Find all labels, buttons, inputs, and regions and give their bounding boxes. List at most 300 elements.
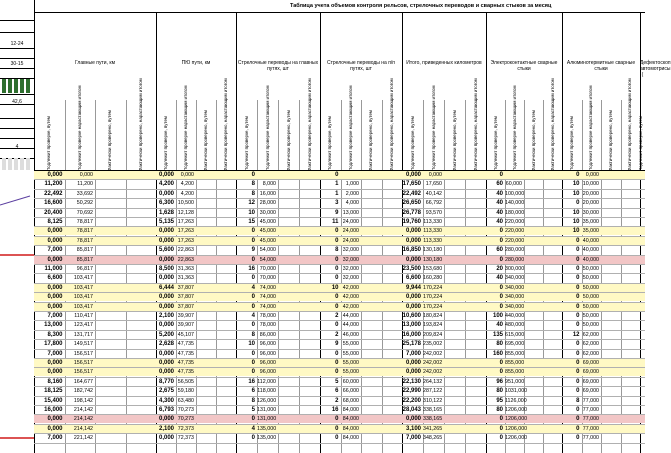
table-cell[interactable]: 60 [496, 181, 503, 188]
table-cell[interactable] [641, 303, 643, 311]
table-cell[interactable]: 96,817 [76, 266, 93, 272]
table-cell[interactable]: 40,142 [425, 190, 442, 197]
table-cell[interactable] [524, 265, 543, 273]
table-cell[interactable]: 123,417 [73, 322, 93, 329]
table-cell[interactable] [196, 415, 216, 423]
table-cell[interactable] [621, 368, 641, 376]
table-cell[interactable]: 280,000 [505, 247, 525, 254]
table-cell[interactable] [216, 227, 236, 235]
table-cell[interactable]: 11 [332, 219, 339, 225]
table-cell[interactable]: 0 [576, 172, 580, 178]
table-cell[interactable]: 86,000 [259, 331, 276, 338]
table-cell[interactable] [216, 180, 236, 188]
table-cell[interactable] [621, 265, 641, 273]
table-cell[interactable]: 96,000 [259, 360, 276, 366]
table-row[interactable] [34, 237, 645, 245]
table-cell[interactable] [382, 246, 403, 254]
table-cell[interactable] [299, 425, 320, 433]
table-cell[interactable] [601, 284, 621, 292]
table-cell[interactable] [621, 321, 641, 329]
table-cell[interactable]: 855,000 [505, 369, 525, 376]
table-cell[interactable]: 2 [335, 397, 339, 404]
table-cell[interactable]: 0,000 [47, 228, 63, 235]
table-cell[interactable]: 0 [499, 294, 503, 301]
table-cell[interactable] [126, 284, 157, 292]
table-cell[interactable] [299, 397, 320, 405]
table-cell[interactable] [524, 340, 543, 348]
table-cell[interactable] [361, 331, 382, 339]
table-cell[interactable]: 855,000 [505, 350, 525, 357]
table-row[interactable] [34, 227, 645, 235]
table-cell[interactable] [126, 199, 157, 207]
table-cell[interactable] [601, 218, 621, 226]
table-cell[interactable] [382, 368, 403, 376]
table-cell[interactable] [382, 415, 403, 423]
table-cell[interactable] [126, 218, 157, 226]
table-cell[interactable]: 47,735 [177, 350, 194, 357]
table-cell[interactable] [444, 199, 465, 207]
table-cell[interactable] [299, 274, 320, 282]
table-cell[interactable] [641, 199, 643, 207]
table-cell[interactable] [641, 274, 643, 282]
table-cell[interactable] [465, 171, 486, 179]
table-row[interactable] [34, 303, 645, 311]
table-cell[interactable]: 44,000 [342, 322, 359, 329]
table-cell[interactable]: 8,770 [158, 378, 174, 385]
table-cell[interactable] [278, 350, 299, 358]
table-cell[interactable] [543, 378, 562, 386]
table-cell[interactable] [126, 171, 157, 179]
table-cell[interactable] [465, 199, 486, 207]
table-cell[interactable] [299, 227, 320, 235]
table-cell[interactable] [126, 350, 157, 358]
table-cell[interactable] [95, 246, 126, 254]
table-cell[interactable] [641, 180, 643, 188]
table-cell[interactable] [444, 218, 465, 226]
table-cell[interactable] [621, 378, 641, 386]
table-cell[interactable] [95, 321, 126, 329]
table-cell[interactable]: 112,000 [257, 378, 276, 385]
table-cell[interactable] [361, 284, 382, 292]
table-cell[interactable] [278, 387, 299, 395]
table-cell[interactable] [444, 190, 465, 198]
table-cell[interactable]: 100,000 [505, 190, 525, 197]
table-cell[interactable]: 0 [499, 172, 503, 178]
table-cell[interactable]: 11,000 [44, 266, 63, 272]
table-cell[interactable] [361, 359, 382, 367]
table-cell[interactable] [444, 237, 465, 245]
table-cell[interactable]: 0,000 [47, 425, 63, 432]
table-cell[interactable] [382, 359, 403, 367]
table-cell[interactable]: 40,000 [582, 247, 599, 254]
table-cell[interactable]: 0 [251, 303, 255, 310]
table-cell[interactable]: 10 [572, 228, 580, 235]
table-cell[interactable] [382, 425, 403, 433]
table-cell[interactable] [382, 227, 403, 235]
table-cell[interactable]: 24,000 [342, 219, 359, 225]
table-cell[interactable] [444, 293, 465, 301]
table-row[interactable] [34, 180, 645, 188]
table-cell[interactable] [278, 180, 299, 188]
table-cell[interactable] [299, 246, 320, 254]
table-cell[interactable]: 103,417 [73, 294, 93, 301]
table-cell[interactable] [216, 199, 236, 207]
table-cell[interactable] [621, 331, 641, 339]
table-cell[interactable]: 0 [576, 294, 580, 301]
table-cell[interactable]: 84,000 [342, 407, 359, 413]
table-cell[interactable] [444, 406, 465, 414]
table-cell[interactable] [524, 434, 543, 442]
table-cell[interactable] [361, 415, 382, 423]
table-cell[interactable] [126, 303, 157, 311]
table-cell[interactable]: 50,000 [582, 313, 599, 319]
table-cell[interactable] [216, 331, 236, 339]
table-cell[interactable] [543, 425, 562, 433]
table-cell[interactable] [524, 171, 543, 179]
table-cell[interactable] [299, 415, 320, 423]
table-cell[interactable]: 5,135 [158, 219, 174, 225]
table-cell[interactable]: 0 [335, 256, 339, 263]
table-cell[interactable]: 22,990 [402, 388, 421, 395]
table-cell[interactable] [524, 293, 543, 301]
table-cell[interactable] [601, 237, 621, 245]
table-row[interactable] [34, 434, 645, 442]
table-cell[interactable]: 2 [335, 331, 339, 338]
table-cell[interactable] [382, 312, 403, 320]
table-cell[interactable]: 113,330 [423, 237, 442, 244]
table-cell[interactable] [95, 190, 126, 198]
table-cell[interactable]: 2,100 [158, 313, 174, 319]
table-cell[interactable] [524, 397, 543, 405]
table-cell[interactable] [621, 199, 641, 207]
table-cell[interactable] [524, 180, 543, 188]
table-cell[interactable]: 8 [335, 247, 339, 254]
table-cell[interactable] [196, 256, 216, 264]
table-cell[interactable]: 209,824 [423, 331, 443, 338]
table-cell[interactable]: 287,122 [423, 388, 443, 395]
table-cell[interactable] [621, 397, 641, 405]
table-cell[interactable] [543, 359, 562, 367]
table-cell[interactable]: 50,000 [582, 303, 599, 310]
table-cell[interactable]: 0,000 [180, 172, 194, 178]
table-cell[interactable]: 149,517 [73, 341, 93, 348]
table-cell[interactable] [543, 312, 562, 320]
table-cell[interactable] [524, 312, 543, 320]
table-cell[interactable] [299, 284, 320, 292]
table-cell[interactable]: 8,500 [158, 266, 174, 272]
table-cell[interactable] [444, 350, 465, 358]
table-cell[interactable] [601, 293, 621, 301]
table-cell[interactable] [216, 350, 236, 358]
table-cell[interactable] [361, 350, 382, 358]
table-cell[interactable]: 62,000 [582, 341, 599, 348]
table-cell[interactable]: 0,000 [47, 256, 63, 263]
table-cell[interactable]: 242,002 [423, 360, 443, 366]
table-cell[interactable]: 70,000 [259, 266, 276, 272]
table-cell[interactable]: 0 [335, 369, 339, 376]
table-cell[interactable]: 22,492 [44, 190, 63, 197]
table-cell[interactable] [126, 415, 157, 423]
table-cell[interactable] [95, 415, 126, 423]
table-cell[interactable] [444, 331, 465, 339]
table-cell[interactable]: 16,000 [259, 190, 276, 197]
table-cell[interactable] [444, 209, 465, 217]
table-cell[interactable] [543, 406, 562, 414]
table-cell[interactable] [299, 293, 320, 301]
table-cell[interactable]: 340,000 [505, 294, 525, 301]
table-cell[interactable]: 22,200 [402, 397, 421, 404]
table-cell[interactable]: 4,300 [158, 397, 174, 404]
table-cell[interactable]: 74,000 [259, 303, 276, 310]
table-cell[interactable]: 0 [576, 378, 580, 385]
table-cell[interactable] [382, 340, 403, 348]
table-cell[interactable] [382, 180, 403, 188]
table-cell[interactable]: 1206,000 [505, 425, 528, 432]
table-cell[interactable]: 46,000 [342, 331, 359, 338]
table-cell[interactable] [444, 415, 465, 423]
table-cell[interactable]: 28,043 [402, 407, 421, 413]
table-cell[interactable] [216, 340, 236, 348]
table-cell[interactable]: 0 [251, 435, 255, 442]
table-cell[interactable]: 1031,000 [505, 388, 528, 395]
table-cell[interactable]: 4,200 [180, 181, 194, 188]
table-cell[interactable] [299, 359, 320, 367]
table-cell[interactable]: 12,128 [177, 209, 194, 216]
table-cell[interactable]: 37,807 [177, 294, 194, 301]
table-cell[interactable]: 0 [576, 369, 580, 376]
table-cell[interactable] [95, 340, 126, 348]
table-cell[interactable] [382, 406, 403, 414]
table-cell[interactable] [361, 312, 382, 320]
table-cell[interactable] [126, 425, 157, 433]
table-cell[interactable] [341, 171, 362, 179]
table-cell[interactable] [382, 171, 403, 179]
table-cell[interactable] [126, 321, 157, 329]
table-cell[interactable] [543, 274, 562, 282]
table-cell[interactable]: 180,824 [423, 313, 443, 319]
table-cell[interactable]: 6 [251, 388, 255, 395]
table-cell[interactable] [621, 425, 641, 433]
table-cell[interactable] [543, 387, 562, 395]
table-cell[interactable]: 55,000 [342, 350, 359, 357]
table-cell[interactable]: 0,000 [158, 360, 174, 366]
table-cell[interactable]: 8,125 [47, 219, 63, 225]
table-cell[interactable] [361, 265, 382, 273]
table-cell[interactable]: 8 [251, 181, 255, 188]
table-cell[interactable] [621, 227, 641, 235]
table-cell[interactable]: 85,817 [76, 256, 93, 263]
table-cell[interactable] [543, 293, 562, 301]
table-cell[interactable]: 6,444 [158, 284, 174, 291]
table-row[interactable] [34, 274, 645, 282]
table-cell[interactable] [196, 284, 216, 292]
table-cell[interactable]: 0 [499, 256, 503, 263]
table-row[interactable] [34, 199, 645, 207]
table-cell[interactable] [601, 397, 621, 405]
table-cell[interactable] [196, 265, 216, 273]
table-cell[interactable]: 135 [492, 331, 503, 338]
table-cell[interactable] [126, 397, 157, 405]
table-cell[interactable]: 33,692 [76, 190, 93, 197]
table-cell[interactable]: 4 [251, 425, 255, 432]
table-cell[interactable] [543, 180, 562, 188]
table-cell[interactable] [601, 265, 621, 273]
table-cell[interactable]: 7,000 [405, 350, 421, 357]
table-cell[interactable] [278, 303, 299, 311]
table-cell[interactable] [382, 274, 403, 282]
table-cell[interactable]: 50,000 [582, 275, 599, 282]
table-cell[interactable] [126, 434, 157, 442]
table-cell[interactable]: 95 [496, 397, 503, 404]
table-cell[interactable] [444, 227, 465, 235]
table-cell[interactable] [126, 387, 157, 395]
table-cell[interactable] [524, 246, 543, 254]
table-cell[interactable] [444, 359, 465, 367]
table-cell[interactable]: 6,793 [158, 407, 174, 413]
table-cell[interactable]: 8,160 [47, 378, 63, 385]
table-cell[interactable]: 135,000 [257, 435, 277, 442]
table-cell[interactable] [621, 180, 641, 188]
table-cell[interactable]: 15,400 [44, 397, 63, 404]
table-cell[interactable]: 32,000 [342, 275, 359, 282]
table-row[interactable] [34, 368, 645, 376]
table-cell[interactable] [95, 303, 126, 311]
table-cell[interactable] [543, 397, 562, 405]
table-row[interactable] [34, 256, 645, 264]
table-cell[interactable]: 340,000 [505, 275, 525, 282]
table-cell[interactable] [524, 274, 543, 282]
table-cell[interactable]: 170,224 [423, 303, 443, 310]
table-cell[interactable] [601, 190, 621, 198]
table-cell[interactable]: 96,000 [259, 350, 276, 357]
table-cell[interactable]: 1,628 [158, 209, 174, 216]
table-cell[interactable] [216, 209, 236, 217]
table-cell[interactable] [601, 171, 621, 179]
table-cell[interactable]: 0 [251, 350, 255, 357]
table-cell[interactable]: 16 [248, 266, 255, 272]
table-cell[interactable] [126, 293, 157, 301]
table-cell[interactable] [524, 415, 543, 423]
table-cell[interactable] [299, 331, 320, 339]
table-cell[interactable]: 0 [576, 247, 580, 254]
table-cell[interactable] [216, 397, 236, 405]
table-cell[interactable] [524, 190, 543, 198]
table-cell[interactable]: 10,600 [402, 313, 421, 319]
table-cell[interactable]: 1 [335, 190, 339, 197]
table-cell[interactable]: 24,000 [342, 228, 359, 235]
table-cell[interactable] [299, 378, 320, 386]
table-cell[interactable] [505, 171, 524, 179]
table-cell[interactable] [278, 256, 299, 264]
table-cell[interactable]: 0 [576, 360, 580, 366]
table-cell[interactable]: 70,000 [259, 275, 276, 282]
table-cell[interactable]: 60,000 [342, 378, 359, 385]
table-cell[interactable]: 1206,000 [505, 407, 528, 413]
table-cell[interactable] [216, 434, 236, 442]
table-cell[interactable] [524, 284, 543, 292]
table-cell[interactable]: 130,180 [423, 256, 443, 263]
table-cell[interactable]: 0 [335, 425, 339, 432]
table-cell[interactable] [641, 397, 643, 405]
table-cell[interactable] [465, 303, 486, 311]
table-cell[interactable]: 0 [335, 360, 339, 366]
table-cell[interactable]: 74,000 [259, 284, 276, 291]
table-cell[interactable] [465, 406, 486, 414]
table-cell[interactable]: 70,273 [177, 407, 194, 413]
table-cell[interactable]: 3 [335, 200, 339, 207]
table-cell[interactable]: 220,000 [505, 237, 525, 244]
table-cell[interactable] [126, 340, 157, 348]
table-cell[interactable] [524, 368, 543, 376]
table-cell[interactable]: 22,130 [402, 378, 421, 385]
table-cell[interactable]: 54,000 [259, 256, 276, 263]
table-cell[interactable]: 11,200 [77, 181, 93, 188]
table-cell[interactable] [524, 303, 543, 311]
table-cell[interactable]: 1206,000 [505, 416, 528, 423]
table-cell[interactable] [196, 199, 216, 207]
table-cell[interactable]: 2,100 [158, 425, 174, 432]
table-cell[interactable] [641, 406, 643, 414]
table-cell[interactable]: 0,000 [405, 416, 421, 423]
table-cell[interactable] [299, 406, 320, 414]
table-cell[interactable] [95, 368, 126, 376]
table-cell[interactable] [278, 397, 299, 405]
table-cell[interactable] [641, 425, 643, 433]
table-cell[interactable]: 26,778 [402, 209, 421, 216]
table-cell[interactable]: 4 [251, 284, 255, 291]
table-cell[interactable]: 0 [576, 435, 580, 442]
table-cell[interactable] [361, 180, 382, 188]
table-cell[interactable] [361, 227, 382, 235]
table-cell[interactable]: 40 [496, 275, 503, 282]
table-row[interactable] [34, 415, 645, 423]
table-cell[interactable] [641, 256, 643, 264]
table-cell[interactable]: 70,273 [177, 416, 194, 423]
table-cell[interactable]: 31,363 [177, 275, 194, 282]
table-cell[interactable]: 235,002 [423, 341, 443, 348]
table-cell[interactable] [543, 246, 562, 254]
table-cell[interactable] [543, 340, 562, 348]
table-cell[interactable] [444, 171, 465, 179]
table-cell[interactable]: 131,717 [73, 331, 93, 338]
table-cell[interactable] [361, 218, 382, 226]
table-cell[interactable] [196, 340, 216, 348]
table-cell[interactable] [361, 199, 382, 207]
table-cell[interactable] [543, 331, 562, 339]
table-row[interactable] [34, 218, 645, 226]
table-cell[interactable] [95, 265, 126, 273]
table-cell[interactable] [641, 227, 643, 235]
table-cell[interactable]: 55,000 [342, 360, 359, 366]
table-cell[interactable] [216, 293, 236, 301]
table-cell[interactable] [216, 425, 236, 433]
table-cell[interactable] [361, 406, 382, 414]
table-cell[interactable] [361, 293, 382, 301]
table-cell[interactable] [621, 406, 641, 414]
table-cell[interactable] [465, 190, 486, 198]
table-row[interactable] [34, 359, 645, 367]
table-cell[interactable]: 4,000 [345, 200, 359, 207]
table-cell[interactable]: 0 [251, 294, 255, 301]
table-cell[interactable] [196, 227, 216, 235]
table-cell[interactable] [299, 237, 320, 245]
table-row[interactable] [34, 350, 645, 358]
table-cell[interactable] [444, 246, 465, 254]
table-cell[interactable]: 45,000 [259, 228, 276, 235]
table-cell[interactable]: 0 [335, 237, 339, 244]
table-cell[interactable]: 72,373 [177, 425, 194, 432]
table-cell[interactable] [196, 350, 216, 358]
